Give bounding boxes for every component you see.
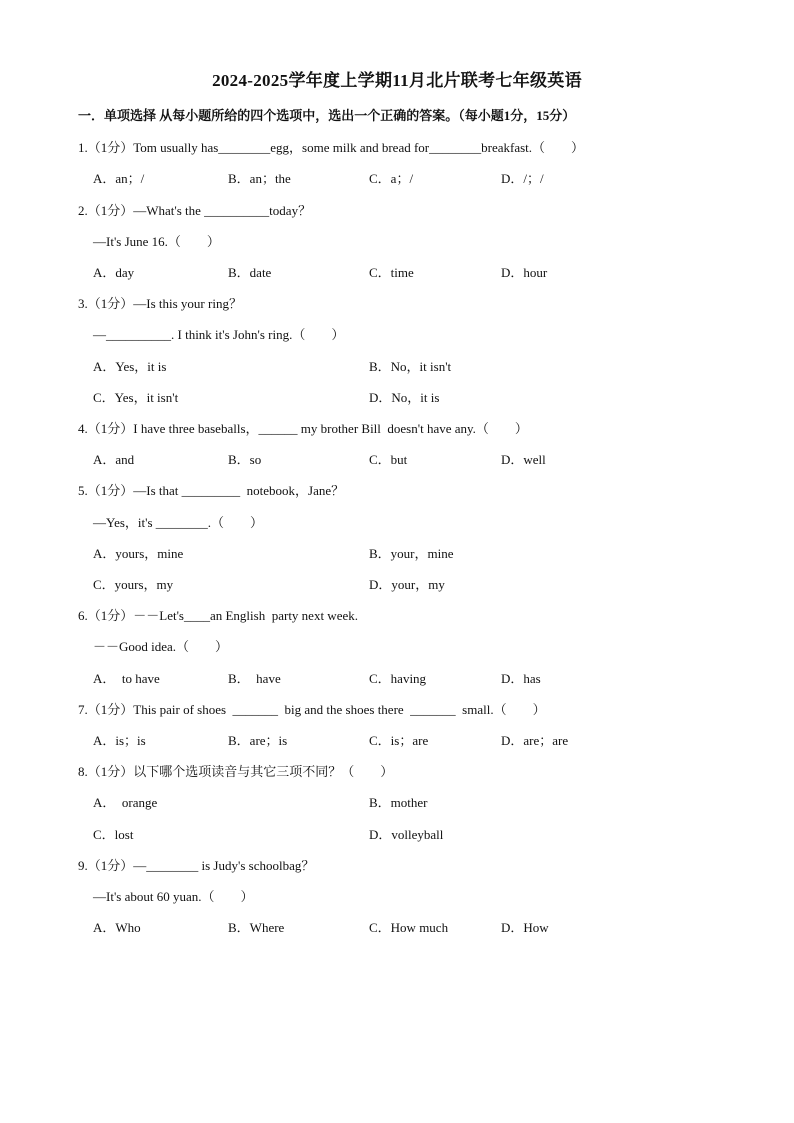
question-6-reply: －－Good idea.（ ） [93, 639, 229, 654]
q5-option-d: D．your，my [369, 577, 445, 592]
question-9-reply: —It's about 60 yuan.（ ） [93, 889, 254, 904]
q1-option-a: A．an；/ [93, 171, 145, 186]
page-title: 2024-2025学年度上学期11月北片联考七年级英语 [212, 71, 582, 90]
q8-option-a: A． orange [93, 795, 158, 810]
question-4-stem: 4.（1分）I have three baseballs，______ my brother Bill doesn't have any.（ ） [78, 421, 528, 436]
q9-option-d: D．How [501, 920, 549, 935]
q6-option-c: C．having [369, 671, 427, 686]
q9-option-c: C．How much [369, 920, 449, 935]
q4-option-a: A．and [93, 452, 135, 467]
question-2-stem: 2.（1分）—What's the __________today？ [78, 203, 312, 218]
q2-option-a: A．day [93, 265, 135, 280]
q8-option-d: D．volleyball [369, 827, 444, 842]
question-1-stem: 1.（1分）Tom usually has________egg，some milk and bread for________breakfast.（ ） [78, 140, 585, 155]
question-3-stem: 3.（1分）—Is this your ring？ [78, 296, 242, 311]
q5-option-a: A．yours，mine [93, 546, 184, 561]
q8-option-c: C．lost [93, 827, 134, 842]
q4-option-c: C．but [369, 452, 408, 467]
q7-option-d: D．are；are [501, 733, 569, 748]
q1-option-b: B．an；the [228, 171, 291, 186]
q5-option-b: B．your，mine [369, 546, 454, 561]
q3-option-d: D．No，it is [369, 390, 440, 405]
q3-option-c: C．Yes，it isn't [93, 390, 179, 405]
section-heading: 一．单项选择 从每小题所给的四个选项中，选出一个正确的答案。（每小题1分，15分） [78, 108, 576, 123]
q1-option-d: D．/；/ [501, 171, 544, 186]
q9-option-a: A．Who [93, 920, 141, 935]
q2-option-b: B．date [228, 265, 272, 280]
q7-option-c: C．is；are [369, 733, 429, 748]
question-3-reply: —__________. I think it's John's ring.（ ） [93, 327, 345, 342]
question-7-stem: 7.（1分）This pair of shoes _______ big and the shoes there _______ small.（ ） [78, 702, 546, 717]
question-2-reply: —It's June 16.（ ） [93, 234, 220, 249]
q4-option-b: B．so [228, 452, 262, 467]
q3-option-a: A．Yes，it is [93, 359, 167, 374]
q2-option-d: D．hour [501, 265, 548, 280]
q7-option-a: A．is；is [93, 733, 146, 748]
q4-option-d: D．well [501, 452, 546, 467]
q9-option-b: B．Where [228, 920, 285, 935]
question-6-stem: 6.（1分）－－Let's____an English party next week. [78, 608, 358, 623]
question-5-stem: 5.（1分）—Is that _________ notebook，Jane？ [78, 483, 345, 498]
q6-option-a: A． to have [93, 671, 160, 686]
q1-option-c: C．a；/ [369, 171, 414, 186]
q8-option-b: B．mother [369, 795, 428, 810]
question-9-stem: 9.（1分）—________ is Judy's schoolbag？ [78, 858, 315, 873]
question-8-stem: 8.（1分）以下哪个选项读音与其它三项不同？（ ） [78, 764, 394, 779]
question-5-reply: —Yes，it's ________.（ ） [93, 515, 264, 530]
q6-option-d: D．has [501, 671, 541, 686]
q3-option-b: B．No，it isn't [369, 359, 452, 374]
q2-option-c: C．time [369, 265, 414, 280]
q7-option-b: B．are；is [228, 733, 288, 748]
q5-option-c: C．yours，my [93, 577, 174, 592]
q6-option-b: B． have [228, 671, 281, 686]
